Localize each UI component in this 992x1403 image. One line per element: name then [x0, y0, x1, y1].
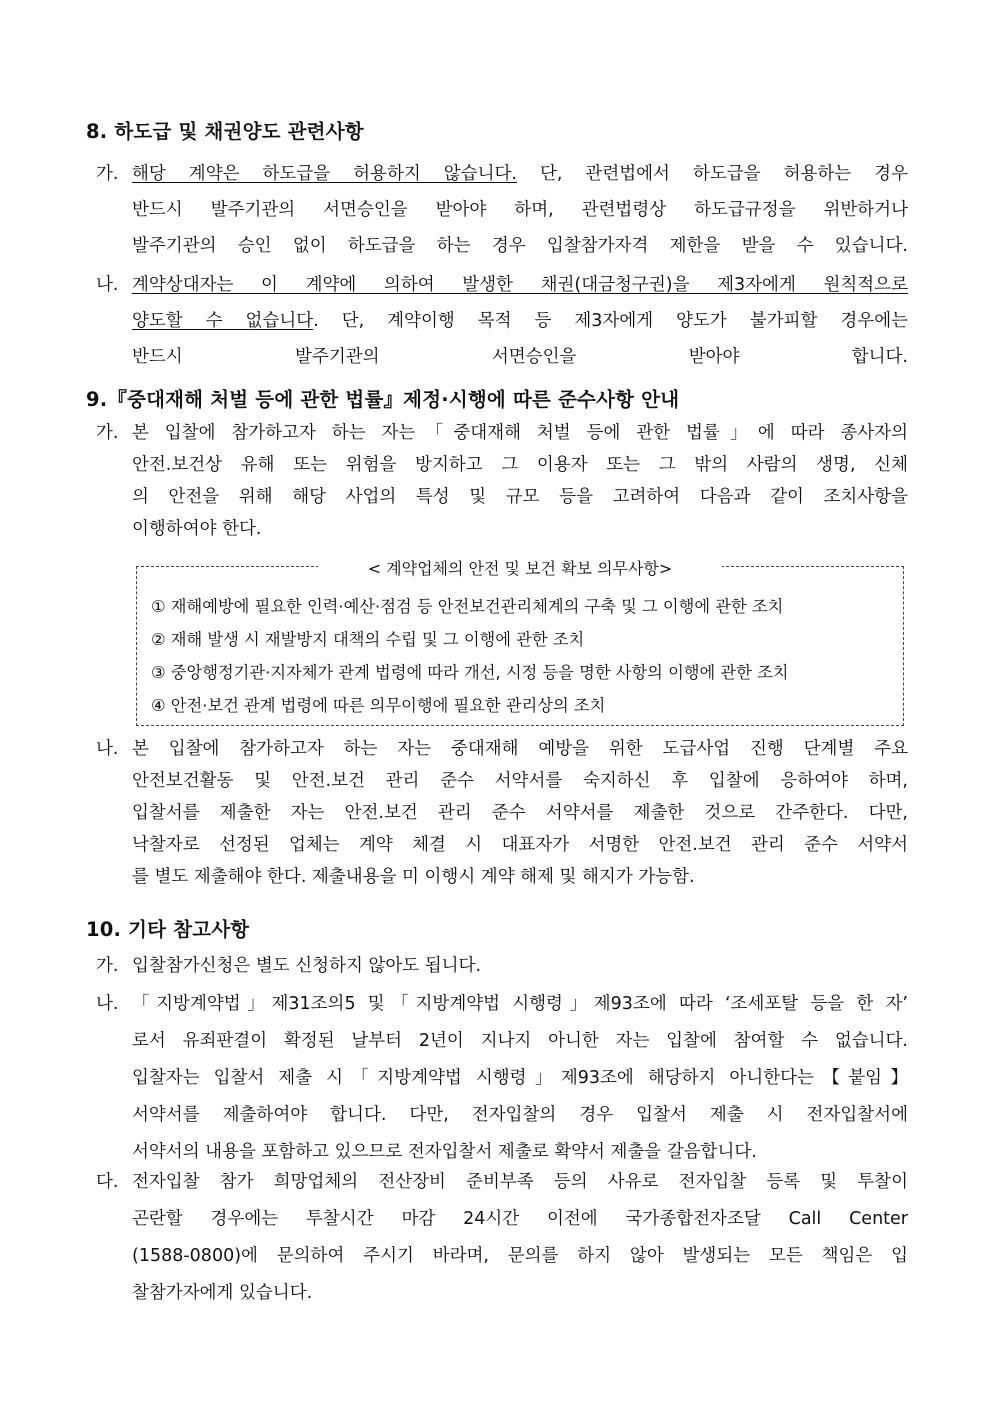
text-line: 안전.보건상 유해 또는 위험을 방지하고 그 이용자 또는 그 밖의 사람의 생명, 신체 — [132, 455, 908, 475]
text-span: . 단, 계약이행 목적 등 제3자에게 양도가 불가피할 경우에는 — [313, 311, 908, 331]
item-marker: 다. — [96, 1172, 119, 1192]
section-9-heading: 9.『중대재해 처벌 등에 관한 법률』제정·시행에 따른 준수사항 안내 — [86, 388, 680, 411]
section-9-item-a — [96, 417, 908, 545]
text-line — [132, 156, 908, 192]
text-line: 입찰서를 제출한 자는 안전.보건 관리 준수 서약서를 제출한 것으로 간주한다. 다만, — [132, 803, 908, 823]
text-line: 이행하여야 한다. — [132, 519, 262, 539]
text-line: 본 입찰에 참가하고자 하는 자는 중대재해 예방을 위한 도급사업 진행 단계별 주요 — [132, 739, 908, 759]
text-line: 반드시 발주기관의 서면승인을 받아야 합니다. — [132, 347, 908, 367]
section-10-item-c — [96, 1164, 908, 1312]
underlined-text: 계약상대자는 이 계약에 의하여 발생한 채권(대금청구권)을 제3자에게 원칙적으로 — [132, 275, 908, 295]
item-marker: 가. — [96, 164, 119, 184]
text-line — [132, 267, 908, 303]
text-line: 발주기관의 승인 없이 하도급을 하는 경우 입찰참가자격 제한을 받을 수 있습니다. — [132, 236, 908, 256]
item-marker: 나. — [96, 275, 119, 295]
section-10-item-a — [96, 948, 908, 984]
text-line: 곤란할 경우에는 투찰시간 마감 24시간 이전에 국가종합전자조달 Call Center — [132, 1209, 908, 1229]
box-item: ① 재해예방에 필요한 인력·예산·점검 등 안전보건관리체계의 구축 및 그 이행에 관한 조치 — [151, 597, 784, 616]
item-marker: 가. — [96, 423, 119, 443]
text-line: 서약서의 내용을 포함하고 있으므로 전자입찰서 제출로 확약서 제출을 갈음합니다. — [132, 1142, 757, 1162]
item-marker: 가. — [96, 956, 119, 976]
text-line: 입찰참가신청은 별도 신청하지 않아도 됩니다. — [132, 956, 482, 976]
section-8-item-b — [96, 267, 908, 375]
text-line: (1588-0800)에 문의하여 주시기 바라며, 문의를 하지 않아 발생되는 모든 책임은 입 — [132, 1246, 908, 1266]
item-marker: 나. — [96, 739, 119, 759]
text-line: 안전보건활동 및 안전.보건 관리 준수 서약서를 숙지하신 후 입찰에 응하여야 하며, — [132, 771, 908, 791]
text-span: 단, 관련법에서 하도급을 허용하는 경우 — [516, 164, 908, 184]
text-line: 전자입찰 참가 희망업체의 전산장비 준비부족 등의 사유로 전자입찰 등록 및 투찰이 — [132, 1172, 908, 1192]
safety-obligations-box — [136, 559, 904, 726]
box-title — [137, 556, 903, 579]
section-10-item-b — [96, 986, 908, 1171]
underlined-text: 양도할 수 없습니다 — [132, 311, 314, 331]
text-line: 서약서를 제출하여야 합니다. 다만, 전자입찰의 경우 입찰서 제출 시 전자입찰서에 — [132, 1105, 908, 1125]
item-marker: 나. — [96, 994, 119, 1014]
box-title-text: < 계약업체의 안전 및 보건 확보 의무사항> — [318, 559, 723, 578]
text-line: 찰참가자에게 있습니다. — [132, 1283, 313, 1303]
box-item: ② 재해 발생 시 재발방지 대책의 수립 및 그 이행에 관한 조치 — [151, 630, 585, 649]
text-line: 의 안전을 위해 해당 사업의 특성 및 규모 등을 고려하여 다음과 같이 조치사항을 — [132, 487, 908, 507]
text-line: 반드시 발주기관의 서면승인을 받아야 하며, 관련법령상 하도급규정을 위반하거나 — [132, 200, 908, 220]
text-line: 낙찰자로 선정된 업체는 계약 체결 시 대표자가 서명한 안전.보건 관리 준수 서약서 — [132, 835, 908, 855]
text-line: 입찰자는 입찰서 제출 시「지방계약법 시행령」제93조에 해당하지 아니한다는【붙임】 — [132, 1068, 908, 1088]
text-line: 본 입찰에 참가하고자 하는 자는「중대재해 처벌 등에 관한 법률」에 따라 종사자의 — [132, 423, 908, 443]
text-line: 「지방계약법」제31조의5 및「지방계약법 시행령」제93조에 따라 ‘조세포탈 등을 한 자’ — [132, 994, 908, 1014]
section-10-heading: 10. 기타 참고사항 — [86, 918, 250, 941]
section-9-item-b — [96, 733, 908, 893]
section-8-item-a — [96, 156, 908, 264]
text-line: 로서 유죄판결이 확정된 날부터 2년이 지나지 아니한 자는 입찰에 참여할 수 없습니다. — [132, 1031, 908, 1051]
box-item: ④ 안전·보건 관계 법령에 따른 의무이행에 필요한 관리상의 조치 — [151, 696, 606, 715]
box-item: ③ 중앙행정기관·지자체가 관계 법령에 따라 개선, 시정 등을 명한 사항의 이행에 관한 조치 — [151, 663, 789, 682]
underlined-text: 해당 계약은 하도급을 허용하지 않습니다. — [132, 164, 517, 184]
text-line — [132, 303, 908, 339]
text-line: 를 별도 제출해야 한다. 제출내용을 미 이행시 계약 해제 및 해지가 가능함. — [132, 867, 695, 887]
section-8-heading: 8. 하도급 및 채권양도 관련사항 — [86, 120, 364, 143]
